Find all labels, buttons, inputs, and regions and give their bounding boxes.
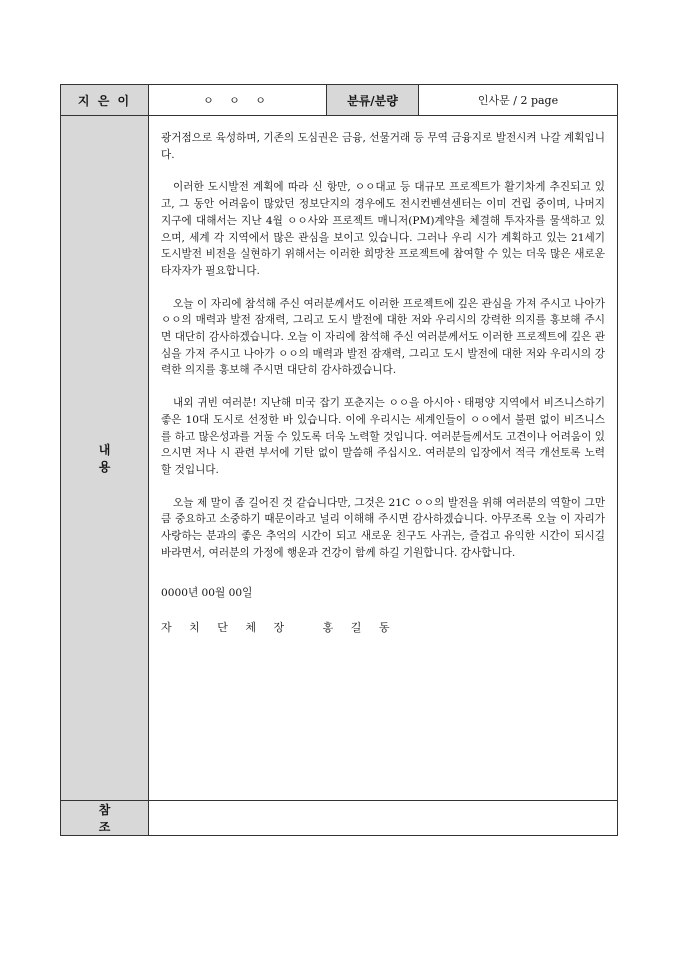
paragraph-1: 광거점으로 육성하며, 기존의 도심권은 금융, 선물거래 등 무역 금융지로 발전시켜 나갈 계획입니다. (161, 132, 605, 161)
signature-line: 자 치 단 체 장 홍 길 동 (161, 621, 397, 635)
category-label: 분류/분량 (327, 85, 419, 116)
paragraph-2: 이러한 도시발전 계획에 따라 신 항만, ㅇㅇ대교 등 대규모 프로젝트가 활기차게 추진되고 있고, 그 동안 어려움이 많았던 정보단지의 경우에도 전시컨벤션센터는 이미 건립 중이며, 나머지 지구에 대해서는 지난 4월 ㅇㅇ사와 프로젝트 매니저(PM)계약을 체결해 투자자를 물색하고 있으며, 세계 각 지역에서 많은 관심을 보이고 있습니다. 그러나 우리 시가 계획하고 있는 21세기 도시발전 비전을 실현하기 위해서는 이러한 희망찬 프로젝트에 참여할 수 있는 더욱 많은 새로운 타자자가 필요합니다. (161, 181, 605, 277)
content-row (61, 116, 618, 801)
paragraph-4: 내외 귀빈 여러분! 지난해 미국 잡기 포춘지는 ㅇㅇ을 아시아ㆍ태평양 지역에서 비즈니스하기 좋은 10대 도시로 선정한 바 있습니다. 이에 우리시는 세계인들이 ㅇㅇ에서 불편 없이 비즈니스를 하고 많은성과를 거둘 수 있도록 더욱 노력할 것입니다. 여러분들께서도 고견이나 어려움이 있으시면 저나 시 관련 부서에 기탄 없이 말씀해 주십시오. 여러분의 입장에서 적극 개선토록 노력할 것입니다. (161, 397, 605, 476)
reference-row (61, 801, 618, 836)
author-value: ㅇ ㅇ ㅇ (149, 85, 327, 116)
reference-value (149, 801, 618, 836)
author-label: 지 은 이 (61, 85, 149, 116)
reference-label: 참 조 (61, 801, 149, 836)
content-body (149, 116, 618, 801)
document-table (60, 84, 618, 836)
document-sheet (60, 84, 617, 836)
content-label: 내 용 (61, 116, 149, 801)
paragraph-3: 오늘 이 자리에 참석해 주신 여러분께서도 이러한 프로젝트에 깊은 관심을 가져 주시고 나아가 ㅇㅇ의 매력과 발전 잠재력, 그리고 도시 발전에 대한 저와 우리시의 강력한 의지를 홍보해 주시면 대단히 감사하겠습니다. 오늘 이 자리에 참석해 주신 여러분께서도 이러한 프로젝트에 깊은 관심을 가져 주시고 나아가 ㅇㅇ의 매력과 발전 잠재력, 그리고 도시 발전에 대한 저와 우리시의 강력한 의지를 홍보해 주시면 대단히 감사하겠습니다. (161, 297, 605, 377)
category-value: 인사문 / 2 page (419, 85, 618, 116)
date-line: 0000년 00월 00일 (161, 587, 253, 600)
paragraph-5: 오늘 제 말이 좀 길어진 것 같습니다만, 그것은 21C ㅇㅇ의 발전을 위해 여러분의 역할이 그만큼 중요하고 소중하기 때문이라고 널리 이해해 주시면 감사하겠습니다. 아무조록 오늘 이 자리가 사랑하는 분과의 좋은 추억의 시간이 되고 새로운 친구도 사귀는, 즐겁고 유익한 시간이 되시길 바라면서, 여러분의 가정에 행운과 건강이 함께 하길 기원합니다. 감사합니다. (161, 496, 605, 559)
header-row (61, 85, 618, 116)
